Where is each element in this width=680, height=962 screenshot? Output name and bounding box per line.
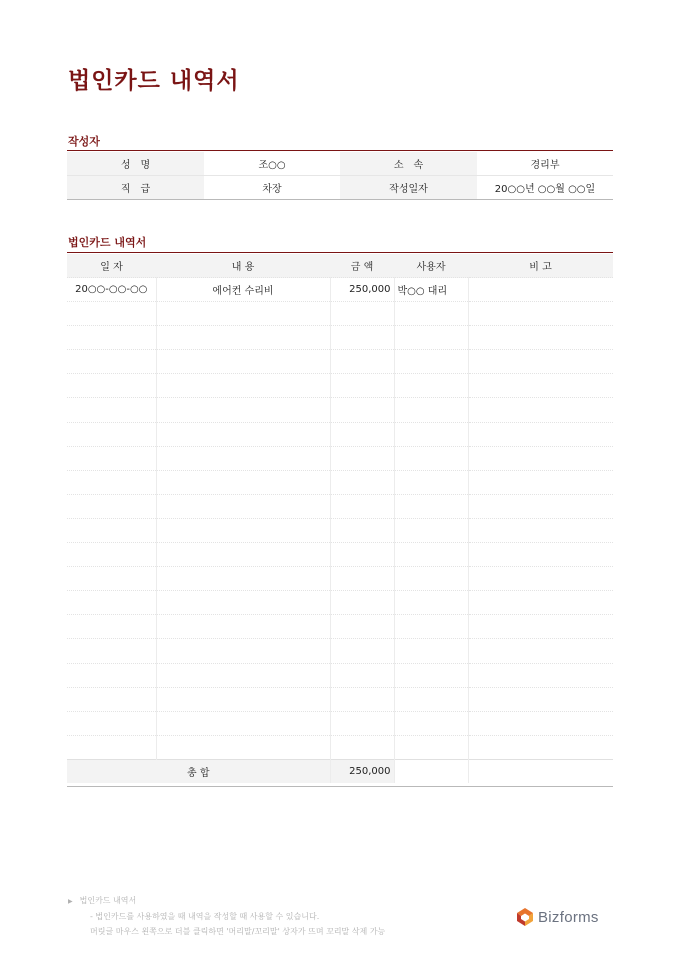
position-label: 직 급 [67,176,204,200]
cell-user [394,326,468,350]
table-row [67,278,613,302]
table-row [67,470,613,494]
col-header-date: 일 자 [67,254,156,278]
author-table [67,152,613,199]
cell-note [468,687,613,711]
cell-user [394,422,468,446]
cell-amount [330,663,394,687]
table-row [67,615,613,639]
cell-note [468,446,613,470]
table-row [67,687,613,711]
table-row [67,567,613,591]
cell-note [468,470,613,494]
cell-note [468,518,613,542]
total-blank-cell [394,759,468,783]
cell-amount [330,398,394,422]
cell-note [468,302,613,326]
cell-note [468,494,613,518]
records-bottom-rule [67,786,613,787]
cell-description [156,302,330,326]
cell-amount [330,422,394,446]
cell-user [394,591,468,615]
records-table [67,254,613,783]
cell-description [156,518,330,542]
cell-note [468,711,613,735]
table-row [67,422,613,446]
cell-description: 에어컨 수리비 [156,278,330,302]
table-row [67,446,613,470]
bullet-triangle-icon: ▶ [68,898,73,905]
cell-note [468,591,613,615]
author-row [67,152,613,176]
bizforms-logo [515,907,599,927]
department-value: 경리부 [530,160,560,171]
cell-amount [330,374,394,398]
cell-amount [330,350,394,374]
cell-date [67,422,156,446]
position-value: 차장 [204,176,340,200]
name-label: 성 명 [67,152,204,176]
cell-amount [330,615,394,639]
cell-amount [330,591,394,615]
total-label: 총 합 [67,759,330,783]
records-header-row [67,254,613,278]
cell-user: 박○○ 대리 [394,278,468,302]
footer-line-2: - 법인카드를 사용하였을 때 내역을 작성할 때 사용할 수 있습니다. [90,912,320,921]
footer-line-3: 머릿글 마우스 왼쪽으로 더블 클릭하면 '머리말/꼬리말' 상자가 뜨며 꼬리말 삭제 가능 [90,927,386,936]
cell-description [156,711,330,735]
cell-note [468,543,613,567]
table-row [67,326,613,350]
cell-user [394,663,468,687]
department-label: 소 속 [340,152,477,176]
name-value: 조○○ [258,160,286,171]
cell-user [394,735,468,759]
author-section-label: 작성자 [68,135,100,148]
cell-user [394,446,468,470]
cell-date [67,615,156,639]
cell-user [394,518,468,542]
cell-amount [330,735,394,759]
table-row [67,543,613,567]
cell-note [468,639,613,663]
cell-user [394,470,468,494]
cell-user [394,543,468,567]
document-title: 법인카드 내역서 [68,68,240,94]
total-amount: 250,000 [330,759,394,783]
table-row [67,591,613,615]
cell-description [156,543,330,567]
footer-note [68,893,385,939]
cell-date [67,711,156,735]
records-section-label: 법인카드 내역서 [68,236,147,249]
date-label: 작성일자 [340,176,477,200]
cell-description [156,615,330,639]
cell-date [67,302,156,326]
cell-note [468,567,613,591]
cell-user [394,302,468,326]
cell-date [67,591,156,615]
cell-amount [330,494,394,518]
table-row [67,302,613,326]
cell-amount [330,326,394,350]
cell-amount [330,518,394,542]
cell-description [156,567,330,591]
cell-date [67,663,156,687]
total-blank-cell [468,759,613,783]
records-top-rule [67,252,613,253]
cell-user [394,639,468,663]
table-row [67,663,613,687]
cell-amount [330,711,394,735]
col-header-description: 내 용 [156,254,330,278]
cell-user [394,615,468,639]
cell-description [156,663,330,687]
author-top-rule [67,150,613,151]
total-row [67,759,613,783]
cell-note [468,663,613,687]
cell-description [156,494,330,518]
cell-note [468,326,613,350]
cell-description [156,326,330,350]
cell-description [156,398,330,422]
col-header-user: 사용자 [394,254,468,278]
cell-description [156,470,330,494]
cell-user [394,398,468,422]
cell-note [468,374,613,398]
cell-note [468,398,613,422]
logo-wordmark: Bizforms [538,908,599,926]
cell-description [156,591,330,615]
col-header-note: 비 고 [468,254,613,278]
cell-date [67,687,156,711]
col-header-amount: 금 액 [330,254,394,278]
author-bottom-rule [67,199,613,200]
cell-amount: 250,000 [330,278,394,302]
cell-description [156,687,330,711]
cell-description [156,350,330,374]
cell-date [67,470,156,494]
table-row [67,639,613,663]
cell-date [67,543,156,567]
cell-description [156,639,330,663]
footer-line-1: 법인카드 내역서 [79,896,137,905]
cell-amount [330,543,394,567]
cell-note [468,350,613,374]
cell-date [67,326,156,350]
cell-amount [330,446,394,470]
cell-user [394,374,468,398]
cell-description [156,735,330,759]
cell-user [394,494,468,518]
cell-note [468,422,613,446]
cell-user [394,567,468,591]
cell-note [468,735,613,759]
table-row [67,711,613,735]
cell-amount [330,687,394,711]
cell-date: 20○○-○○-○○ [67,278,156,302]
cell-date [67,398,156,422]
cell-description [156,446,330,470]
cell-amount [330,302,394,326]
table-row [67,398,613,422]
cell-date [67,518,156,542]
cell-amount [330,470,394,494]
cell-date [67,639,156,663]
cell-date [67,446,156,470]
cell-date [67,735,156,759]
cell-user [394,350,468,374]
table-row [67,518,613,542]
cell-user [394,711,468,735]
date-value: 20○○년 ○○월 ○○일 [477,176,613,200]
table-row [67,374,613,398]
table-row [67,350,613,374]
cell-description [156,374,330,398]
cell-date [67,567,156,591]
cell-date [67,494,156,518]
cell-description [156,422,330,446]
bizforms-logo-icon [515,907,535,927]
cell-note [468,615,613,639]
cell-date [67,374,156,398]
cell-note [468,278,613,302]
cell-user [394,687,468,711]
cell-date [67,350,156,374]
author-row [67,176,613,200]
cell-amount [330,639,394,663]
table-row [67,735,613,759]
table-row [67,494,613,518]
cell-amount [330,567,394,591]
